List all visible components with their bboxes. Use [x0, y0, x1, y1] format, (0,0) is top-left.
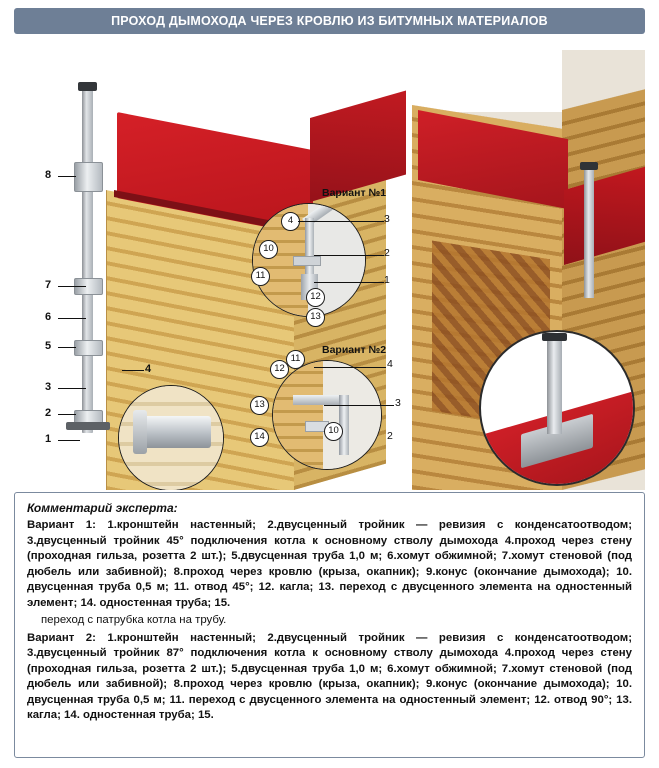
right-chimney-cap-icon	[580, 162, 598, 170]
v1-callout-11: 11	[251, 267, 270, 286]
v1-callout-3: 3	[384, 213, 390, 225]
callout-7: 7	[45, 279, 52, 291]
v1-leader-2	[314, 255, 384, 256]
leader-line-8	[58, 176, 76, 177]
left-roof-penetration-block	[74, 162, 103, 192]
callout-2: 2	[45, 407, 52, 419]
v2-callout-11: 11	[286, 350, 305, 369]
leader-line-3	[58, 388, 86, 389]
v2-callout-14: 14	[250, 428, 269, 447]
v1-callout-4: 4	[281, 212, 300, 231]
expert-comment-panel	[14, 492, 645, 758]
callout-5: 5	[45, 340, 52, 352]
callout-1: 1	[45, 433, 52, 445]
left-wall-bracket	[66, 422, 110, 430]
leader-line-4	[122, 370, 144, 371]
v2-callout-2: 2	[387, 430, 393, 442]
wall-sleeve-detail-circle	[118, 385, 224, 490]
v1-leader-1	[314, 282, 384, 283]
comment-title: Комментарий эксперта:	[27, 501, 178, 515]
v2-background	[323, 361, 382, 469]
right-sky	[412, 50, 562, 112]
v1-wall-bracket	[293, 256, 321, 266]
v2-leader-3	[324, 405, 394, 406]
variant-2-inline-text: 1.кронштейн настенный; 2.двусценный тройник — ревизия с конденсатоотводом; 3.двусценный тройник 87° подключения котла к основному стволу дымохода 4.проход через стену (проходная гильза, розетта 2 шт.); 5.двусценная труба 1,0 м; 6.хомут обжимной; 7.хомут стеновой (под дюбель или забивной); 8.проход через кровлю (крыза, окапник); 9.конус (окончание дымохода); 10. двусценная труба 0,5 м; 11. переход с двусценного элемента на одностенный элемент; 12. отвод 90°; 13. кагла; 14. одностенная труба; 15.	[27, 631, 633, 721]
v2-callout-3: 3	[395, 397, 401, 409]
left-chimney-cap-icon	[78, 82, 97, 91]
page-title-bar	[14, 8, 645, 34]
leader-line-5	[58, 347, 76, 348]
detail-chimney-cap-icon	[542, 333, 567, 341]
variant-2-paragraph	[27, 631, 632, 724]
variant-2-inline-label: Вариант 2:	[27, 631, 96, 644]
left-chimney-pipe	[82, 88, 93, 433]
left-wall-clamp-2	[74, 340, 103, 356]
sleeve-rosette-flange	[133, 410, 147, 454]
v1-callout-13: 13	[306, 308, 325, 327]
variant-2-label: Вариант №2	[322, 344, 387, 356]
v2-callout-4: 4	[387, 358, 393, 370]
variant-2-detail-circle	[272, 360, 382, 470]
callout-4: 4	[145, 363, 152, 375]
variant-1-inline-text: 1.кронштейн настенный; 2.двусценный тройник — ревизия с конденсатоотводом; 3.двусценный тройник 45° подключения котла к основному стволу дымохода 4.проход через стену (проходная гильза, розетта 2 шт.); 5.двусценная труба 1,0 м; 6.хомут обжимной; 7.хомут стеновой (под дюбель или забивной); 8.проход через кровлю (крыза, окапник); 9.конус (окончание дымохода); 10. двусценная труба 0,5 м; 11. отвод 45°; 12. кагла; 13. переход с двусценного элемента на одностенный элемент; 14. одностенная труба; 15.	[27, 519, 633, 609]
detail-chimney-pipe	[547, 338, 562, 434]
variant-1-paragraph	[27, 518, 632, 611]
illustration	[14, 40, 645, 490]
variant-1-tail-paragraph: переход с патрубка котла на трубу.	[41, 614, 227, 626]
v1-callout-10: 10	[259, 240, 278, 259]
leader-line-2	[58, 414, 76, 415]
leader-line-6	[58, 318, 86, 319]
page-title: ПРОХОД ДЫМОХОДА ЧЕРЕЗ КРОВЛЮ ИЗ БИТУМНЫХ МАТЕРИАЛОВ	[111, 14, 548, 28]
v1-leader-3	[298, 221, 384, 222]
v1-callout-1: 1	[384, 274, 390, 286]
callout-8: 8	[45, 169, 52, 181]
variant-1-inline-label: Вариант 1:	[27, 519, 96, 531]
v1-callout-12: 12	[306, 288, 325, 307]
right-roof-penetration-detail-circle	[479, 330, 635, 486]
right-chimney-pipe	[584, 168, 594, 298]
sleeve-pipe	[141, 416, 211, 448]
v2-callout-10: 10	[324, 422, 343, 441]
variant-1-label: Вариант №1	[322, 187, 387, 199]
leader-line-7	[58, 286, 86, 287]
v2-callout-13: 13	[250, 396, 269, 415]
v2-leader-4	[314, 367, 386, 368]
callout-6: 6	[45, 311, 52, 323]
v1-callout-2: 2	[384, 247, 390, 259]
leader-line-1	[58, 440, 80, 441]
callout-3: 3	[45, 381, 52, 393]
v2-callout-12: 12	[270, 360, 289, 379]
